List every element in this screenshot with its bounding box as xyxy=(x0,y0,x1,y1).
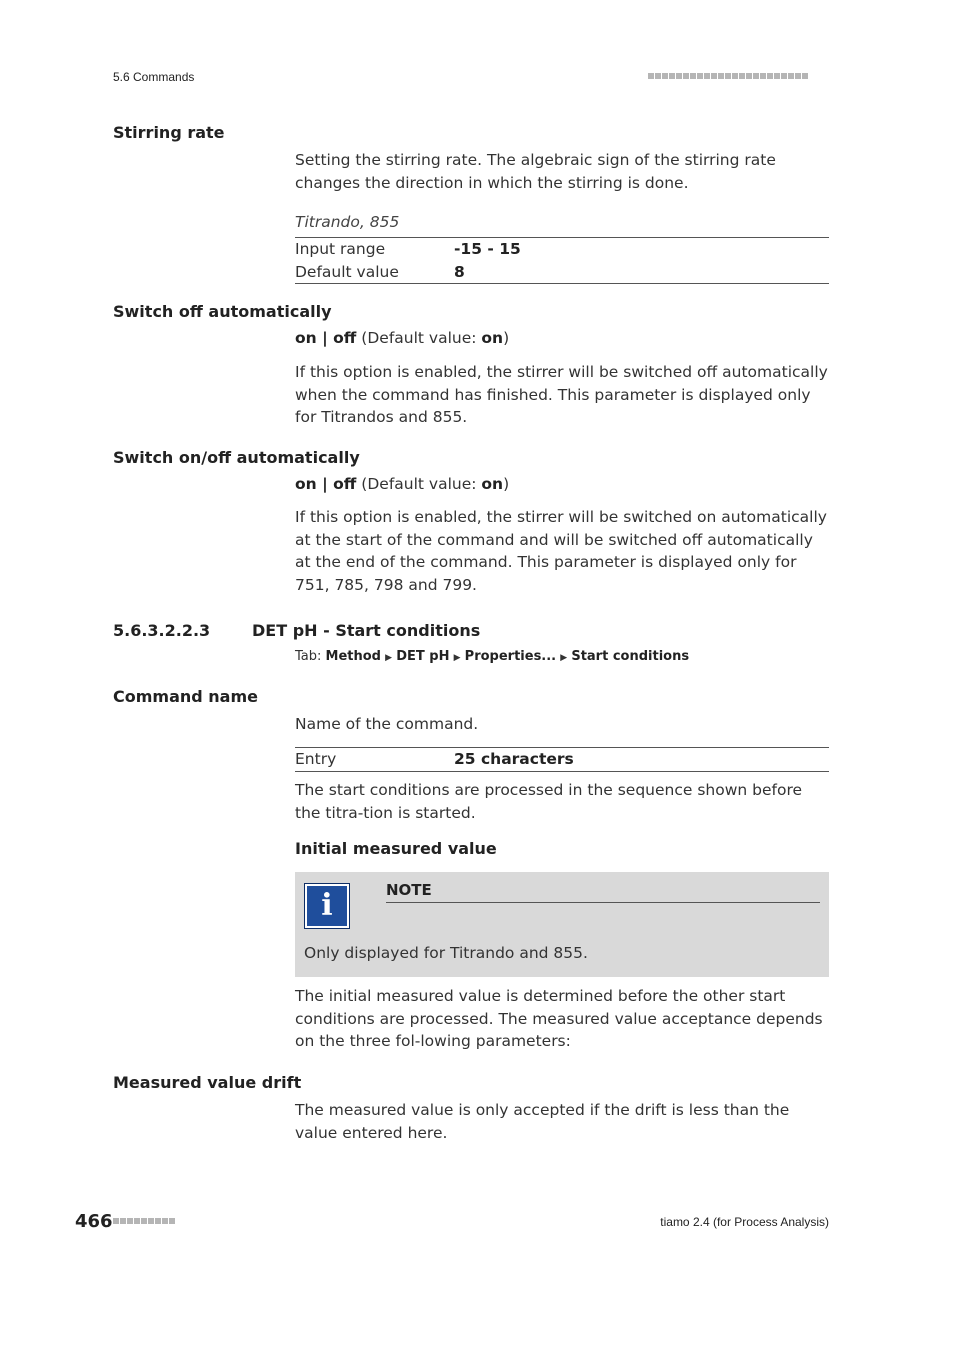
switch-off-text: If this option is enabled, the stirrer will be switched off automatically when the command has finished. This parameter is displayed only for Titrandos and 855. xyxy=(295,363,828,426)
option-on: on xyxy=(295,329,317,347)
row-value: -15 - 15 xyxy=(454,240,521,258)
row-key: Default value xyxy=(295,262,399,281)
heading-switch-onoff: Switch on/off automatically xyxy=(113,448,360,467)
stirring-rate-table xyxy=(295,237,829,284)
table-row xyxy=(295,261,829,284)
default-value: on xyxy=(481,475,504,493)
heading-stirring-rate: Stirring rate xyxy=(113,123,225,142)
note-box xyxy=(295,872,829,977)
section-title: DET pH - Start conditions xyxy=(252,621,481,640)
footer-product: tiamo 2.4 (for Process Analysis) xyxy=(660,1215,829,1229)
default-suffix: ) xyxy=(503,329,510,347)
breadcrumb-arrow-icon: ▶ xyxy=(560,653,568,663)
table-row xyxy=(295,238,829,261)
row-value: 25 characters xyxy=(454,750,574,768)
header-decoration-dots xyxy=(648,73,808,79)
breadcrumb-arrow-icon: ▶ xyxy=(453,653,461,663)
running-header-section: 5.6 Commands xyxy=(113,70,195,84)
breadcrumb-arrow-icon: ▶ xyxy=(385,653,393,663)
tab-path-breadcrumb xyxy=(295,649,689,664)
option-separator: | xyxy=(316,329,334,347)
option-on: on xyxy=(295,475,317,493)
heading-switch-off: Switch off automatically xyxy=(113,302,332,321)
default-prefix: (Default value: xyxy=(356,329,482,347)
default-suffix: ) xyxy=(503,475,510,493)
page-number: 466 xyxy=(75,1211,113,1232)
row-key: Entry xyxy=(295,750,337,768)
tab-prefix: Tab: xyxy=(295,649,326,664)
switch-onoff-text: If this option is enabled, the stirrer will be switched on automatically at the start of the command and will be switched off automatically at the end of the command. This parameter is displayed only for 751, 785, 798 and 799. xyxy=(295,508,827,594)
table-row xyxy=(295,748,829,771)
section-number: 5.6.3.2.2.3 xyxy=(113,621,211,640)
default-prefix: (Default value: xyxy=(356,475,482,493)
command-name-table xyxy=(295,747,829,772)
breadcrumb-item-method: Method xyxy=(325,649,381,664)
option-off: off xyxy=(333,475,357,493)
option-off: off xyxy=(333,329,357,347)
breadcrumb-item-det-ph: DET pH xyxy=(396,649,450,664)
breadcrumb-item-start-conditions: Start conditions xyxy=(571,649,690,664)
breadcrumb-item-properties: Properties... xyxy=(464,649,557,664)
default-value: on xyxy=(481,329,504,347)
command-name-text: Name of the command. xyxy=(295,715,479,733)
stirring-rate-table-caption: Titrando, 855 xyxy=(295,213,400,231)
switch-onoff-options xyxy=(295,475,509,493)
footer-decoration-dots xyxy=(113,1218,175,1224)
heading-command-name: Command name xyxy=(113,687,258,706)
row-value: 8 xyxy=(454,262,465,281)
heading-measured-value-drift: Measured value drift xyxy=(113,1073,302,1092)
initial-value-text: The initial measured value is determined before the other start conditions are processed. The measured value acceptance depends on the three fol-lowing parameters: xyxy=(295,987,823,1050)
drift-text: The measured value is only accepted if the drift is less than the value entered here. xyxy=(295,1101,790,1142)
note-text: Only displayed for Titrando and 855. xyxy=(304,944,588,962)
start-conditions-text: The start conditions are processed in the sequence shown before the titra-tion is started. xyxy=(295,781,803,822)
option-separator: | xyxy=(316,475,334,493)
heading-initial-measured-value: Initial measured value xyxy=(295,839,497,858)
note-title: NOTE xyxy=(386,881,820,903)
switch-off-options xyxy=(295,329,509,347)
info-icon: i xyxy=(304,883,350,929)
stirring-rate-text: Setting the stirring rate. The algebraic sign of the stirring rate changes the direction in which the stirring is done. xyxy=(295,151,776,192)
row-key: Input range xyxy=(295,240,386,258)
